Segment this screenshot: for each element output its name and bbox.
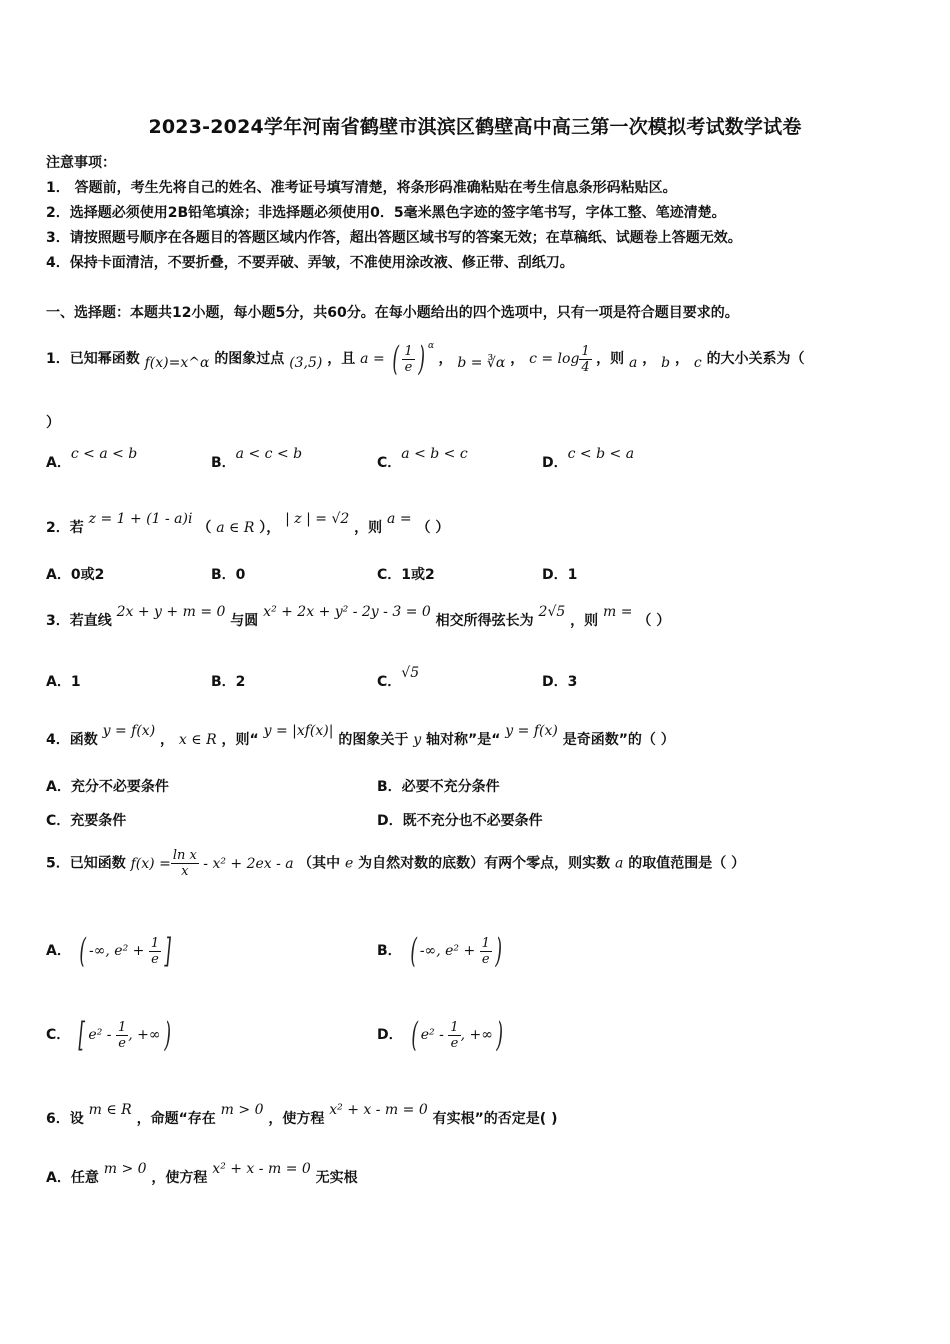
q2-a-eq: a = [387,511,412,527]
q3-option-b: B．2 [211,674,246,690]
note-item: 3．请按照题号顺序在各题目的答题区域内作答，超出答题区域书写的答案无效；在草稿纸、试题卷上答题无效。 [46,230,742,246]
q1-option-a: A．c < a < b [46,446,138,471]
q1-text-a: 的图象过点 [214,351,285,367]
q4-domain: x ∈ R [178,732,217,748]
note-item: 1． 答题前，考生先将自己的姓名、准考证号填写清楚，将条形码准确粘贴在考生信息条形码粘贴区。 [46,180,677,196]
q1-c-def: c = log $\frac{1}{4}$ [529,343,590,375]
q5-fn-def: f(x) = $\frac{\text{ln x}}{x}$ - x² + 2ex - a [130,848,294,879]
q1-a-def: a = ( $\frac{1}{e}$ ) $^\alpha$ [360,339,435,379]
q1-text-d: 的大小关系为（ [706,351,805,367]
q5-option-c: C． [ e² - $\frac{1}{e}$ , +∞) [46,1015,171,1055]
q4-option-c: C．充要条件 [46,813,127,829]
q1-option-b: B．a < c < b [211,446,303,471]
q6-option-a: A．任意 m > 0 ，使方程 x² + x - m = 0 无实根 [46,1161,358,1186]
q4-axis-y: y [413,732,422,748]
q4-abs-fn: y = |xf(x)| [263,723,334,739]
q1-close-paren: ） [46,415,60,431]
q3-line-eq: 2x + y + m = 0 [116,604,226,620]
q6-m-pos: m > 0 [220,1102,264,1118]
q5-a: a [615,855,624,872]
q6-m-in-r: m ∈ R [88,1102,132,1118]
q1-prefix: 1．已知幂函数 [46,351,140,367]
q3-m-eq: m = [603,604,633,620]
q4-option-d: D．既不充分也不必要条件 [377,813,543,829]
q2-condition: a ∈ R [216,520,255,536]
question-4: 4．函数 y = f(x) ， x ∈ R ，则“ y = |xf(x)| 的图象关于 y 轴对称”是“ y = f(x) 是奇函数”的（ ） [46,723,675,748]
question-1 [46,339,805,382]
q2-modulus: | z | = √2 [285,511,350,527]
q1-text-c: ，则 [596,351,625,367]
notes-heading: 注意事项： [46,155,116,171]
q3-option-a: A．1 [46,674,81,690]
q4-option-b: B．必要不充分条件 [377,779,500,795]
q1-comma4: ， [674,351,689,367]
q1-formula-fx: f(x)=x^α [144,355,210,371]
q1-option-c: C．a < b < c [377,446,468,471]
q1-point: (3,5) [289,355,323,371]
q1-option-d: D．c < b < a [542,446,635,471]
page-title: 2023-2024学年河南省鹤壁市淇滨区鹤壁高中高三第一次模拟考试数学试卷 [148,116,802,138]
question-5: 5．已知函数 f(x) = $\frac{\text{ln x}}{x}$ - x² + 2ex - a （其中 e 为自然对数的底数）有两个零点，则实数 a 的取值范围是（ ） [46,848,746,879]
q1-b-def: b = ∛α [457,355,506,371]
question-2: 2．若 z = 1 + (1 - a)i （ a ∈ R ）， | z | = √2 ，则 a = （ ） [46,511,450,536]
q1-comma: ， [438,351,453,367]
note-item: 2．选择题必须使用2B铅笔填涂；非选择题必须使用0．5毫米黑色字迹的签字笔书写，字体工整、笔迹清楚。 [46,205,726,221]
q2-option-a: A．0或2 [46,567,105,583]
q3-circle-eq: x² + 2x + y² - 2y - 3 = 0 [263,604,431,620]
q2-option-c: C．1或2 [377,567,435,583]
q5-option-b: B． ( -∞, e² + $\frac{1}{e}$ ) [377,931,502,971]
q1-var-b: b [661,355,671,371]
q1-var-a: a [629,355,638,371]
q2-z-def: z = 1 + (1 - a)i [88,511,193,527]
section-heading: 一、选择题：本题共12小题，每小题5分，共60分。在每小题给出的四个选项中，只有一项是符合题目要求的。 [46,305,739,321]
q4-fn: y = f(x) [102,723,156,739]
q6-equation: x² + x - m = 0 [329,1102,428,1118]
q3-option-c: C．√5 [377,665,420,690]
q1-comma2: ， [510,351,525,367]
question-6: 6．设 m ∈ R ，命题“存在 m > 0 ，使方程 x² + x - m = 0 有实根”的否定是( ) [46,1102,558,1127]
q1-comma3: ， [642,351,657,367]
q3-chord: 2√5 [538,604,566,620]
q5-e: e [344,855,354,872]
q3-option-d: D．3 [542,674,578,690]
q4-option-a: A．充分不必要条件 [46,779,169,795]
q2-option-b: B．0 [211,567,246,583]
q2-option-d: D．1 [542,567,578,583]
q5-option-d: D． ( e² - $\frac{1}{e}$ , +∞) [377,1015,503,1055]
q5-option-a: A． ( -∞, e² + $\frac{1}{e}$ ] [46,931,172,971]
q4-fn2: y = f(x) [505,723,558,739]
note-item: 4．保持卡面清洁，不要折叠，不要弄破、弄皱，不准使用涂改液、修正带、刮纸刀。 [46,255,574,271]
q1-var-c: c [693,355,702,371]
question-3: 3．若直线 2x + y + m = 0 与圆 x² + 2x + y² - 2y - 3 = 0 相交所得弦长为 2√5 ，则 m = （ ） [46,604,671,629]
q1-text-b: ，且 [327,351,356,367]
